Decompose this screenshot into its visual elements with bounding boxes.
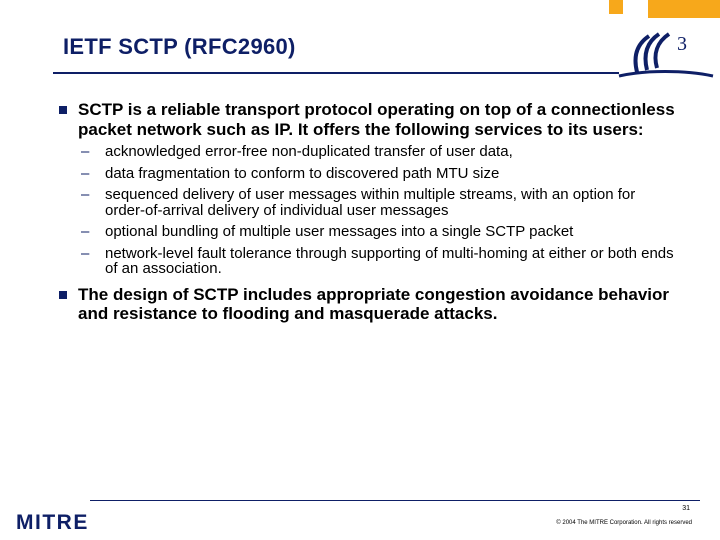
sub-item-text: sequenced delivery of user messages within multiple streams, with an option for order-of-arrival delivery of individual user messages xyxy=(105,186,636,219)
sub-list-item xyxy=(78,166,676,182)
dash-bullet-icon: – xyxy=(81,143,90,160)
sub-list-item xyxy=(78,224,676,240)
page-number: 31 xyxy=(682,505,690,512)
slide-title: IETF SCTP (RFC2960) xyxy=(63,34,296,59)
mitre-3-logo-icon xyxy=(615,24,715,80)
bullet-item xyxy=(56,285,676,324)
dash-bullet-icon: – xyxy=(81,244,90,262)
dash-bullet-icon: – xyxy=(81,164,90,182)
sub-list-item xyxy=(78,187,676,218)
bullet-text: SCTP is a reliable transport protocol operating on top of a connectionless packet network such as IP. It offers the following services to its users: xyxy=(78,100,675,139)
title-divider xyxy=(53,72,619,74)
sub-item-text: acknowledged error-free non-duplicated transfer of user data, xyxy=(105,143,513,160)
sub-item-text: network-level fault tolerance through supporting of multi-homing at either or both ends of an association. xyxy=(105,244,674,277)
bullet-item xyxy=(56,100,676,139)
square-bullet-icon xyxy=(59,291,67,299)
sub-list-item xyxy=(78,144,676,160)
square-bullet-icon xyxy=(59,106,67,114)
footer-divider xyxy=(90,500,700,501)
sub-item-text: optional bundling of multiple user messages into a single SCTP packet xyxy=(105,223,574,240)
sub-item-text: data fragmentation to conform to discovered path MTU size xyxy=(105,164,500,182)
logo-label: 3 xyxy=(677,33,687,55)
sub-list-item xyxy=(78,246,676,277)
copyright-notice: © 2004 The MITRE Corporation. All rights reserved xyxy=(556,520,692,526)
sub-list xyxy=(78,144,676,277)
mitre-logo: MITRE xyxy=(16,511,89,534)
bullet-text: The design of SCTP includes appropriate congestion avoidance behavior and resistance to flooding and masquerade attacks. xyxy=(78,284,670,323)
dash-bullet-icon: – xyxy=(81,186,90,203)
dash-bullet-icon: – xyxy=(81,223,90,240)
corner-accent-square xyxy=(609,0,623,14)
slide-content xyxy=(56,100,676,324)
corner-accent-bar xyxy=(648,0,720,18)
